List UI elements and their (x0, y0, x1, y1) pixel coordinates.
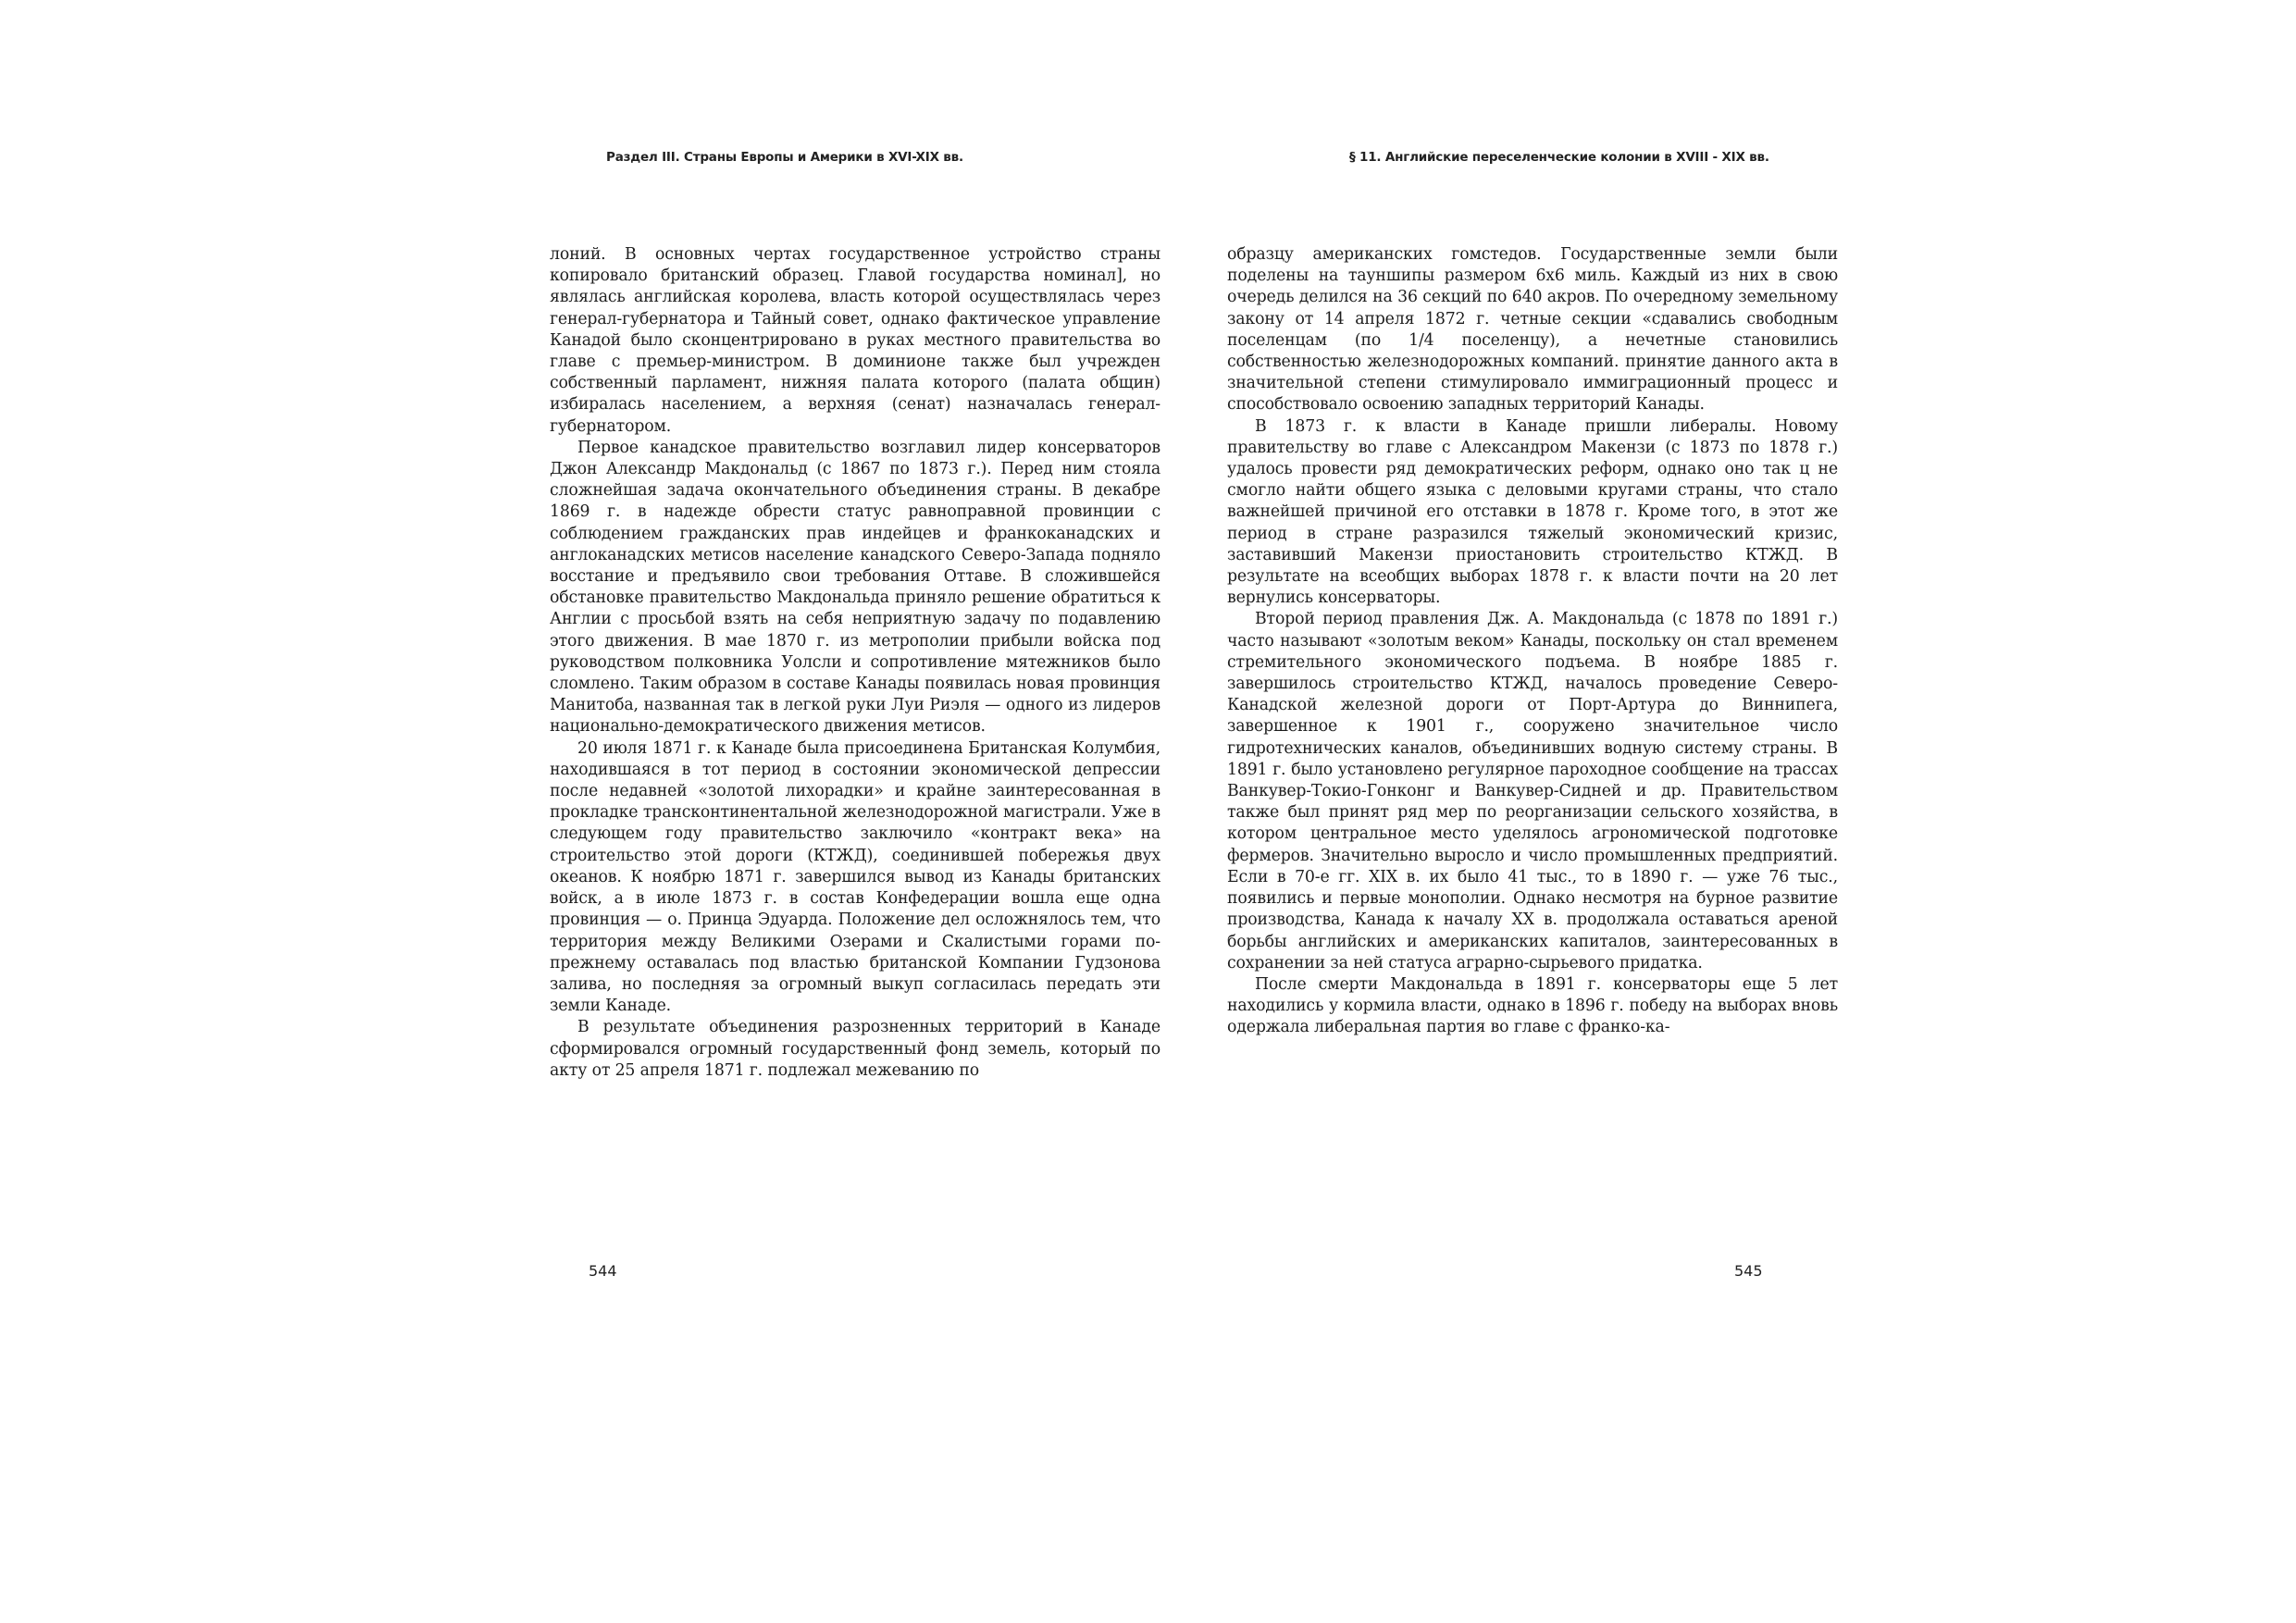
right-running-head: § 11. Английские переселенческие колонии в XVIII - XIX вв. (1349, 150, 1769, 165)
left-paragraph-2: Первое канадское правительство возглавил лидер консерваторов Джон Александр Макдональд (с 1867 по 1873 г.). Перед ним стояла сложнейшая задача окончательного объединения страны. В декабре 1869 г. в надежде обрести статус равноправной провинции с соблюдением гражданских прав индейцев и франкоканадских и англоканадских метисов население канадского Северо-Запада подняло восстание и предъявило свои требования Оттаве. В сложившейся обстановке правительство Макдональда приняло решение обратиться к Англии с просьбой взять на себя неприятную задачу по подавлению этого движения. В мае 1870 г. из метрополии прибыли войска под руководством полковника Уолсли и сопротивление мятежников было сломлено. Таким образом в составе Канады появилась новая провинция Манитоба, названная так в легкой руки Луи Риэля — одного из лидеров национально-демократического движения метисов. (550, 438, 1160, 737)
left-running-head: Раздел III. Страны Европы и Америки в XVI-XIX вв. (606, 150, 963, 165)
right-paragraph-2: В 1873 г. к власти в Канаде пришли либералы. Новому правительству во главе с Александром Макензи (с 1873 по 1878 г.) удалось провести ряд демократических реформ, однако оно так ц не смогло найти общего языка с деловыми кругами страны, что стало важнейшей причиной его отставки в 1878 г. Кроме того, в этот же период в стране разразился тяжелый экономический кризис, заставивший Макензи приостановить строительство КТЖД. В результате на всеобщих выборах 1878 г. к власти почти на 20 лет вернулись консерваторы. (1227, 416, 1838, 608)
left-paragraph-1: лоний. В основных чертах государственное устройство страны копировало британский образец. Главой государства номинал], но являлась английская королева, власть которой осуществлялась через генерал-губернатора и Тайный совет, однако фактическое управление Канадой было сконцентрировано в руках местного правительства во главе с премьер-министром. В доминионе также был учрежден собственный парламент, нижняя палата которого (палата общин) избиралась населением, а верхняя (сенат) назначалась генерал-губернатором. (550, 245, 1160, 436)
right-text-block (1227, 244, 1838, 1039)
left-page-number: 544 (589, 1262, 617, 1280)
right-paragraph-1: образцу американских гомстедов. Государственные земли были поделены на тауншипы размером 6х6 миль. Каждый из них в свою очередь делился на 36 секций по 640 акров. По очередному земельному закону от 14 апреля 1872 г. четные секции «сдавались свободным поселенцам (по 1/4 поселенцу), а нечетные становились собственностью железнодорожных компаний. принятие данного акта в значительной степени стимулировало иммиграционный процесс и способствовало освоению западных территорий Канады. (1227, 245, 1838, 415)
left-paragraph-3: 20 июля 1871 г. к Канаде была присоединена Британская Колумбия, находившаяся в тот период в состоянии экономической депрессии после недавней «золотой лихорадки» и крайне заинтересованная в прокладке трансконтинентальной железнодорожной магистрали. Уже в следующем году правительство заключило «контракт века» на строительство этой дороги (КТЖД), соединившей побережья двух океанов. К ноябрю 1871 г. завершился вывод из Канады британских войск, а в июле 1873 г. в состав Конфедерации вошла еще одна провинция — о. Принца Эдуарда. Положение дел осложнялось тем, что территория между Великими Озерами и Скалистыми горами по-прежнему оставалась под властью британской Компании Гудзонова залива, но последняя за огромный выкуп согласилась передать эти земли Канаде. (550, 738, 1160, 1016)
right-paragraph-4: После смерти Макдональда в 1891 г. консерваторы еще 5 лет находились у кормила власти, однако в 1896 г. победу на выборах вновь одержала либеральная партия во главе с франко-ка- (1227, 974, 1838, 1037)
right-page (1148, 0, 2296, 1623)
left-text-block (550, 244, 1160, 1082)
right-page-number: 545 (1734, 1262, 1763, 1280)
right-paragraph-3: Второй период правления Дж. А. Макдональда (с 1878 по 1891 г.) часто называют «золотым веком» Канады, поскольку он стал временем стремительного экономического подъема. В ноябре 1885 г. завершилось строительство КТЖД, началось проведение Северо-Канадской железной дороги от Порт-Артура до Виннипега, завершенное к 1901 г., сооружено значительное число гидротехнических каналов, объединивших водную систему страны. В 1891 г. было установлено регулярное пароходное сообщение на трассах Ванкувер-Токио-Гонконг и Ванкувер-Сидней и др. Правительством также был принят ряд мер по реорганизации сельского хозяйства, в котором центральное место уделялось агрономической подготовке фермеров. Значительно выросло и число промышленных предприятий. Если в 70-е гг. XIX в. их было 41 тыс., то в 1890 г. — уже 76 тыс., появились и первые монополии. Однако несмотря на бурное развитие производства, Канада к началу XX в. продолжала оставаться ареной борьбы английских и американских капиталов, заинтересованных в сохранении за ней статуса аграрно-сырьевого придатка. (1227, 610, 1838, 973)
left-paragraph-4: В результате объединения разрозненных территорий в Канаде сформировался огромный государственный фонд земель, который по акту от 25 апреля 1871 г. подлежал межеванию по (550, 1018, 1160, 1080)
